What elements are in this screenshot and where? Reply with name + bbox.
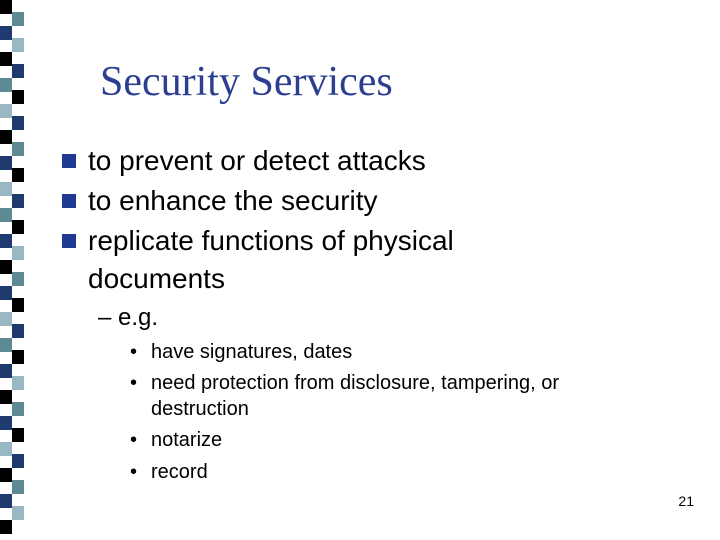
dot-bullet-icon: • <box>130 429 138 451</box>
bullet-item: to prevent or detect attacks <box>88 145 426 176</box>
bullet-item-continuation: documents <box>88 263 225 294</box>
dot-bullet-icon: • <box>130 372 138 394</box>
sub-sub-bullet: have signatures, dates <box>151 341 353 363</box>
bullet-square-icon <box>62 234 76 248</box>
dot-bullet-icon: • <box>130 341 138 363</box>
sub-sub-bullet: need protection from disclosure, tampering, or <box>151 372 559 394</box>
bullet-square-icon <box>62 194 76 208</box>
sub-bullet: – e.g. <box>98 304 159 331</box>
bullet-item: to enhance the security <box>88 185 378 216</box>
slide-title: Security Services <box>100 59 393 105</box>
bullet-square-icon <box>62 154 76 168</box>
sub-sub-bullet: record <box>151 461 208 483</box>
page-number: 21 <box>678 493 694 509</box>
sub-sub-bullet-continuation: destruction <box>151 398 249 420</box>
dot-bullet-icon: • <box>130 461 138 483</box>
decorative-side-stripe <box>0 0 24 540</box>
sub-sub-bullet: notarize <box>151 429 223 451</box>
bullet-item: replicate functions of physical <box>88 225 454 256</box>
